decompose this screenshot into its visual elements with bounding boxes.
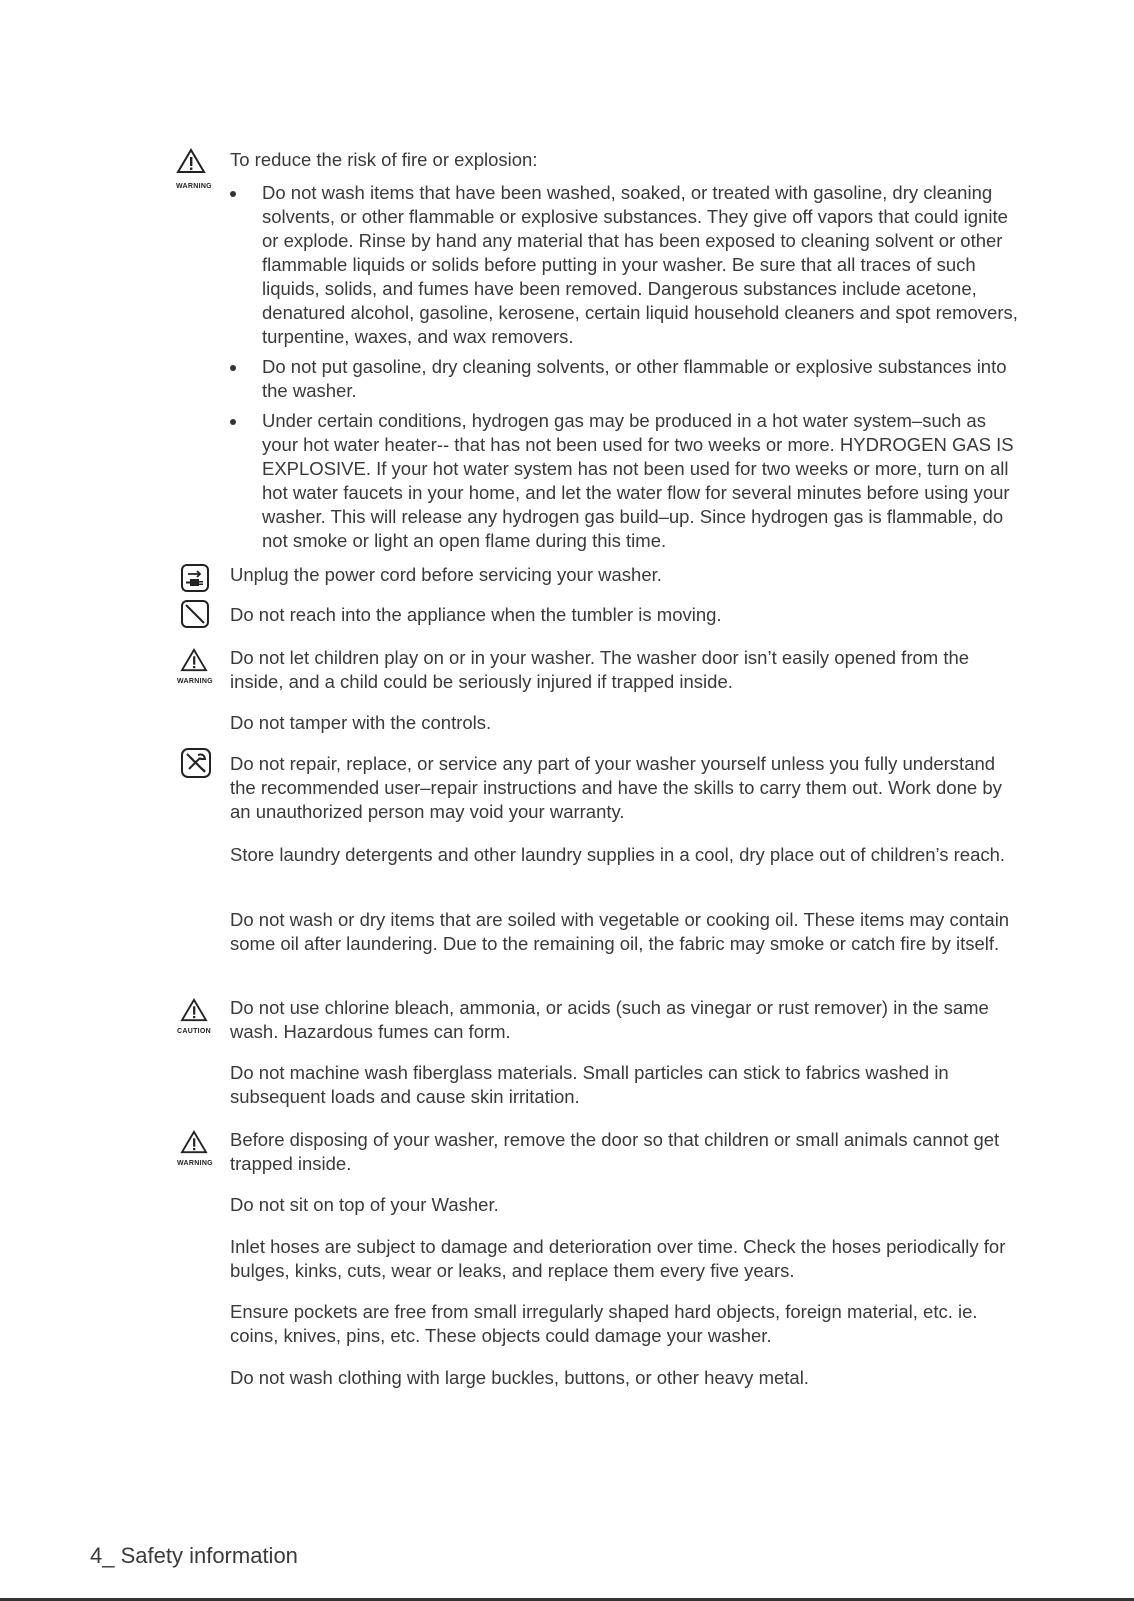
- warning-label: WARNING: [177, 678, 213, 685]
- bullet-icon: [230, 365, 236, 371]
- bullet-icon: [230, 191, 236, 197]
- buckles-text: Do not wash clothing with large buckles, buttons, or other heavy metal.: [230, 1367, 809, 1388]
- caution-triangle-icon: [180, 998, 208, 1022]
- list-item: Do not wash items that have been washed, soaked, or treated with gasoline, dry cleaning solvents, or other flammable or explosive substances. They give off vapors that could ignite or explode. Rinse by hand any material that has been exposed to cleaning solvent or other flammable liquids or solids before putting in your washer. Be sure that all traces of such liquids, solids, and fumes have been removed. Dangerous substances include acetone, denatured alcohol, gasoline, kerosene, certain liquid household cleaners and spot removers, turpentine, waxes, and wax removers.: [230, 181, 1020, 349]
- section-title: _ Safety information: [102, 1543, 298, 1568]
- tamper-text: Do not tamper with the controls.: [230, 712, 492, 733]
- caution-label: CAUTION: [177, 1028, 211, 1035]
- fire-explosion-bullets: [230, 181, 1020, 559]
- unplug-icon: [180, 563, 210, 593]
- warning-triangle-icon: [180, 1130, 208, 1154]
- disposing-text: Before disposing of your washer, remove the door so that children or small animals cannot get trapped inside.: [230, 1129, 1000, 1174]
- oil-text: Do not wash or dry items that are soiled with vegetable or cooking oil. These items may contain some oil after laundering. Due to the remaining oil, the fabric may smoke or catch fire by itself.: [230, 909, 1010, 954]
- hoses-text: Inlet hoses are subject to damage and deterioration over time. Check the hoses periodically for bulges, kinks, cuts, wear or leaks, and replace them every five years.: [230, 1236, 1006, 1281]
- children-text: Do not let children play on or in your washer. The washer door isn’t easily opened from the inside, and a child could be seriously injured if trapped inside.: [230, 647, 970, 692]
- warning-label: WARNING: [177, 1160, 213, 1167]
- reach-text: Do not reach into the appliance when the tumbler is moving.: [230, 604, 722, 625]
- no-disassemble-icon: [180, 747, 212, 779]
- intro-text: To reduce the risk of fire or explosion:: [230, 149, 538, 170]
- pockets-text: Ensure pockets are free from small irregularly shaped hard objects, foreign material, etc. ie. coins, knives, pins, etc. These objects could damage your washer.: [230, 1301, 978, 1346]
- unplug-text: Unplug the power cord before servicing your washer.: [230, 564, 662, 585]
- fiberglass-text: Do not machine wash fiberglass materials. Small particles can stick to fabrics washed in subsequent loads and cause skin irritation.: [230, 1062, 949, 1107]
- list-item: Under certain conditions, hydrogen gas may be produced in a hot water system–such as your hot water heater-- that has not been used for two weeks or more. HYDROGEN GAS IS EXPLOSIVE. If your hot water system has not been used for two weeks or more, turn on all hot water faucets in your home, and let the water flow for several minutes before using your washer. This will release any hydrogen gas build–up. Since hydrogen gas is flammable, do not smoke or light an open flame during this time.: [230, 409, 1020, 553]
- no-touch-icon: [180, 599, 210, 629]
- sit-text: Do not sit on top of your Washer.: [230, 1194, 499, 1215]
- repair-text: Do not repair, replace, or service any part of your washer yourself unless you fully understand the recommended user–repair instructions and have the skills to carry them out. Work done by an unauthorized person may void your warranty.: [230, 753, 1002, 822]
- page-number: 4: [90, 1543, 103, 1568]
- list-item: Do not put gasoline, dry cleaning solvents, or other flammable or explosive substances into the washer.: [230, 355, 1020, 403]
- warning-label: WARNING: [176, 183, 212, 190]
- warning-triangle-icon: [176, 148, 206, 174]
- chlorine-text: Do not use chlorine bleach, ammonia, or acids (such as vinegar or rust remover) in the same wash. Hazardous fumes can form.: [230, 997, 989, 1042]
- warning-triangle-icon: [180, 648, 208, 672]
- bullet-icon: [230, 419, 236, 425]
- page-footer: [90, 1543, 298, 1569]
- store-text: Store laundry detergents and other laundry supplies in a cool, dry place out of children’s reach.: [230, 844, 1006, 865]
